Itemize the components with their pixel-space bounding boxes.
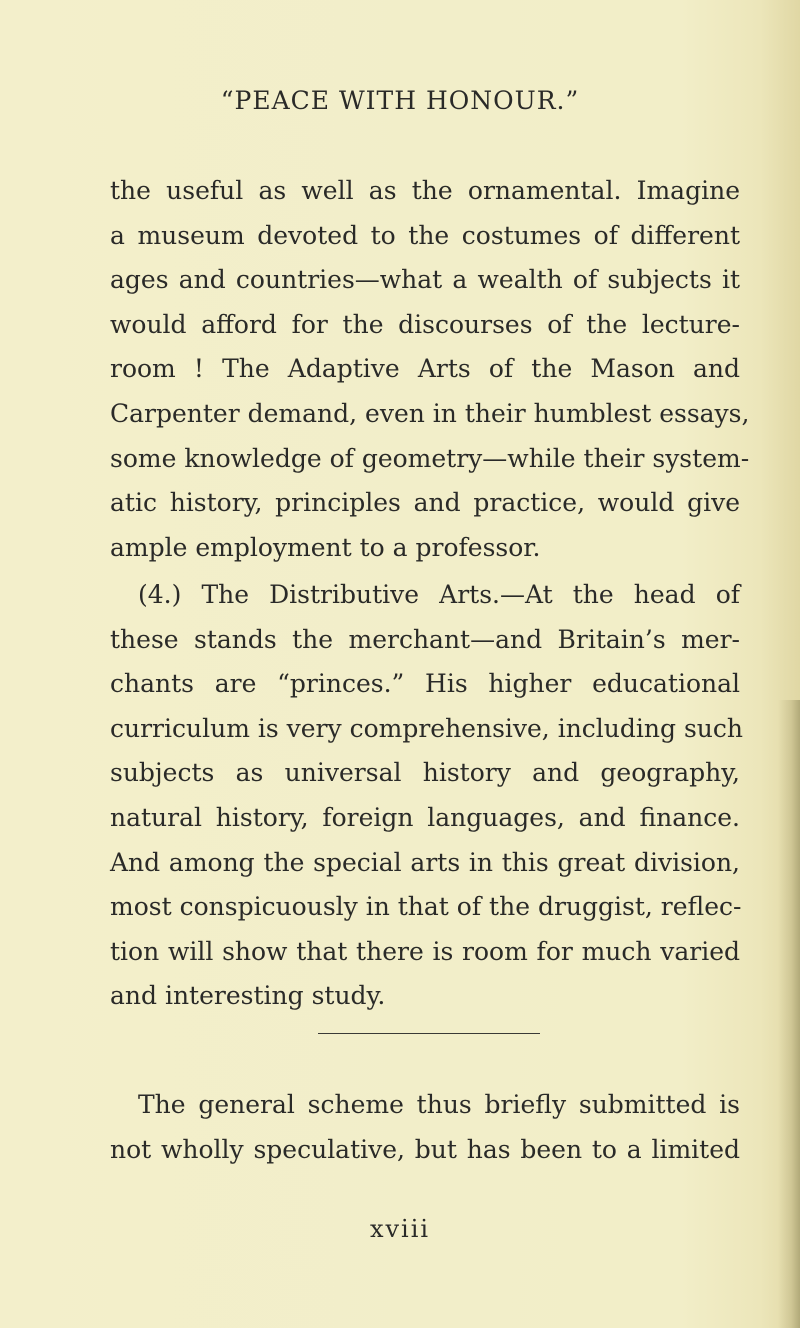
page-number: xviii [369, 1215, 431, 1243]
paragraph-3 [110, 1090, 740, 1179]
section-divider-rule [318, 1033, 540, 1034]
text-line: Carpenter demand, even in their humblest essays, [110, 398, 750, 428]
text-line: atic history, principles and practice, would give [110, 488, 740, 518]
text-line: some knowledge of geometry—while their system- [110, 443, 750, 473]
main-text-block [110, 176, 750, 577]
text-line: ample employment to a professor. [110, 532, 541, 562]
text-line: most conspicuously in that of the druggist, reflec- [110, 892, 742, 922]
paragraph-1 [110, 176, 750, 577]
text-line: would afford for the discourses of the lecture- [110, 309, 740, 339]
text-line: subjects as universal history and geography, [110, 758, 740, 788]
running-head: “PEACE WITH HONOUR.” [220, 86, 580, 115]
text-line: chants are “princes.” His higher educational [110, 669, 740, 699]
text-line: natural history, foreign languages, and finance. [110, 802, 740, 832]
text-line: room ! The Adaptive Arts of the Mason and [110, 354, 740, 384]
text-line: these stands the merchant—and Britain’s mer- [110, 624, 740, 654]
text-line: a museum devoted to the costumes of different [110, 220, 740, 250]
text-line: The general scheme thus briefly submitted is [138, 1090, 740, 1119]
text-line: and interesting study. [110, 981, 386, 1011]
text-line: And among the special arts in this great division, [110, 847, 740, 877]
text-line: ages and countries—what a wealth of subjects it [110, 265, 740, 295]
paragraph-2 [110, 580, 743, 1026]
text-line: tion will show that there is room for much varied [110, 936, 740, 966]
text-line: not wholly speculative, but has been to a limited [110, 1134, 740, 1164]
text-line: curriculum is very comprehensive, including such [110, 713, 743, 743]
text-line: (4.) The Distributive Arts.—At the head of [138, 580, 740, 609]
text-line: the useful as well as the ornamental. Imagine [110, 176, 740, 205]
